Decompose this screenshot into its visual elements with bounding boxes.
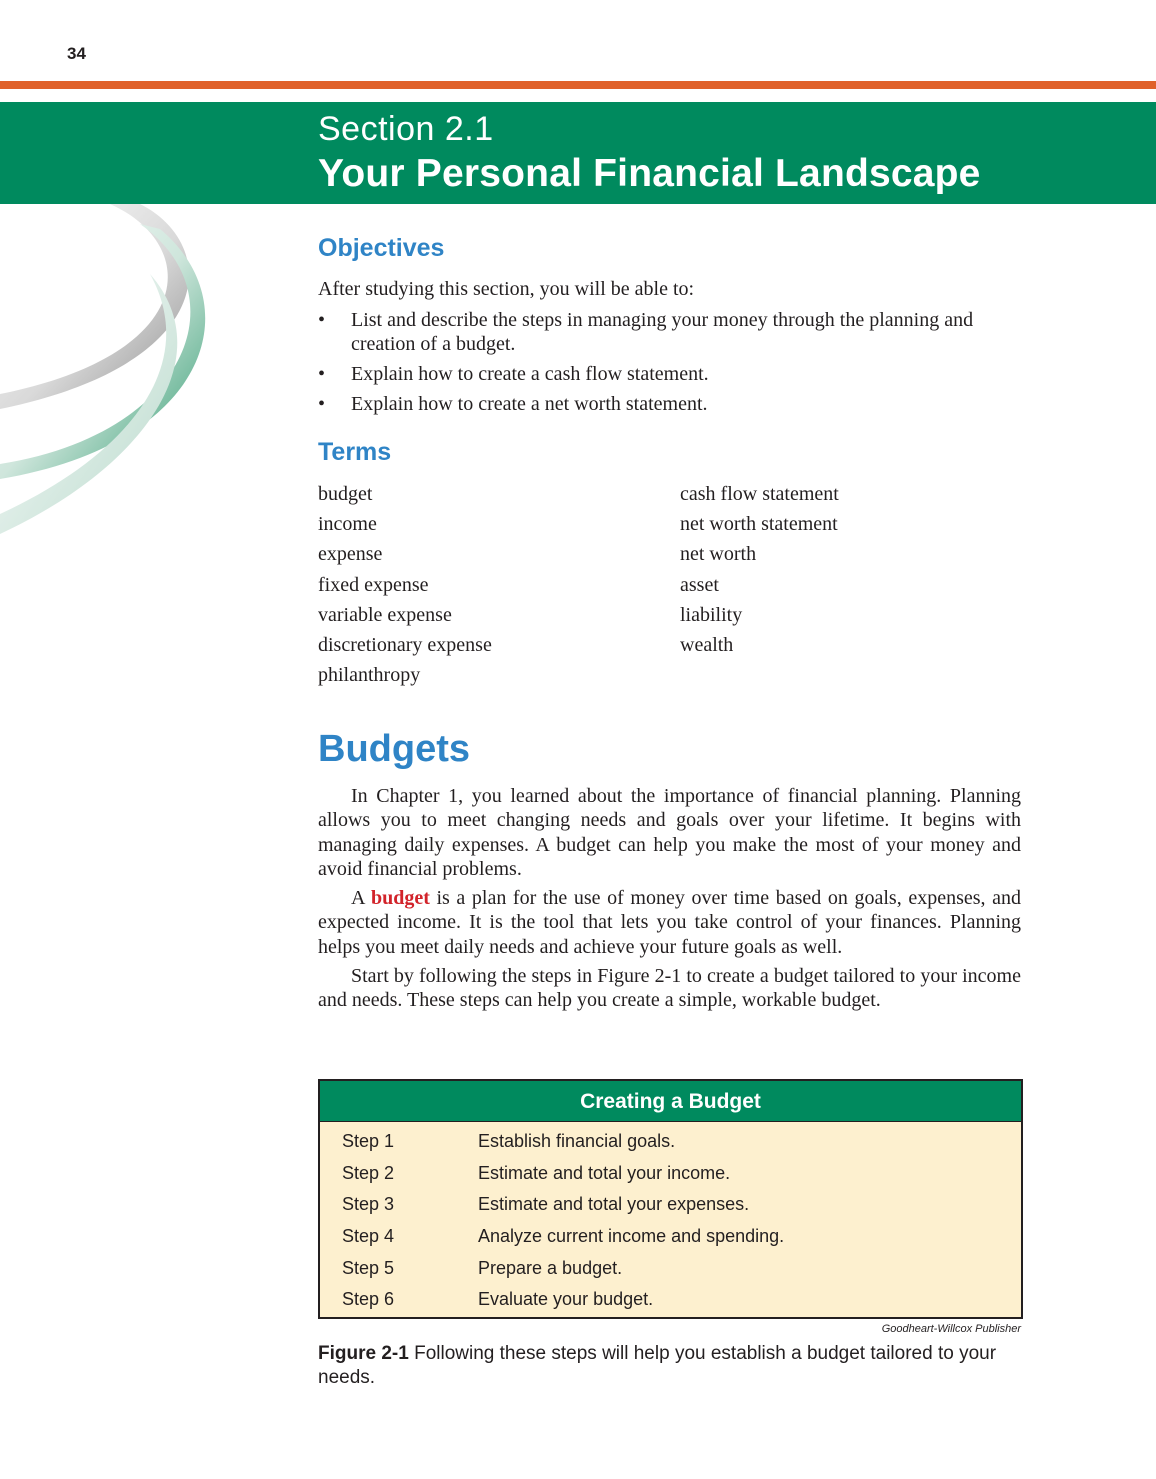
term-item: wealth — [680, 633, 734, 656]
budgets-body — [318, 784, 1021, 1018]
step-label: Step 5 — [342, 1257, 395, 1278]
objective-text: Explain how to create a net worth statement. — [351, 393, 708, 415]
term-item: asset — [680, 573, 719, 596]
table-row — [320, 1185, 1021, 1217]
step-description: Analyze current income and spending. — [478, 1226, 785, 1247]
paragraph-rest: is a plan for the use of money over time based on goals, expenses, and expected income. It is the tool that lets you take control of your finances. Planning helps you meet daily needs and achieve your future goals as well. — [318, 887, 1021, 958]
step-label: Step 6 — [342, 1289, 395, 1310]
budgets-heading: Budgets — [318, 728, 470, 770]
section-banner — [0, 102, 1156, 204]
paragraph-lead: A — [351, 887, 371, 910]
paragraph: In Chapter 1, you learned about the importance of financial planning. Planning allows you to meet changing needs and goals over your lifetime. It begins with managing daily expenses. A budget can help you make the most of your money and avoid financial problems. — [318, 785, 1021, 880]
term-item: net worth statement — [680, 513, 838, 536]
bullet-icon: • — [318, 309, 326, 331]
bullet-icon: • — [318, 363, 326, 385]
list-item — [318, 362, 998, 386]
figure-caption — [318, 1342, 1018, 1390]
decorative-swoosh-graphic — [0, 204, 240, 544]
term-item: expense — [318, 543, 383, 566]
creating-budget-table — [318, 1079, 1023, 1319]
step-label: Step 1 — [342, 1131, 395, 1151]
figure-label: Figure 2-1 — [318, 1343, 409, 1364]
term-item: income — [318, 513, 377, 536]
table-row — [320, 1122, 1021, 1154]
objective-text: List and describe the steps in managing your money through the planning and creation of a budget. — [351, 309, 974, 355]
term-item: cash flow statement — [680, 483, 839, 505]
step-description: Evaluate your budget. — [478, 1289, 654, 1310]
step-label: Step 2 — [342, 1162, 395, 1183]
objectives-heading: Objectives — [318, 234, 445, 262]
section-title: Your Personal Financial Landscape — [318, 152, 981, 195]
list-item — [318, 308, 998, 356]
term-item: variable expense — [318, 603, 452, 626]
section-label: Section 2.1 — [318, 110, 494, 148]
objective-text: Explain how to create a cash flow statement. — [351, 363, 709, 385]
step-label: Step 3 — [342, 1194, 395, 1215]
term-item: liability — [680, 603, 743, 626]
key-term-budget: budget — [370, 887, 430, 910]
figure-credit: Goodheart-Willcox Publisher — [881, 1323, 1021, 1335]
table-row — [320, 1280, 1021, 1312]
term-item: fixed expense — [318, 573, 429, 596]
table-row — [320, 1154, 1021, 1186]
step-description: Establish financial goals. — [478, 1131, 676, 1151]
bullet-icon: • — [318, 393, 326, 415]
paragraph: Start by following the steps in Figure 2-1 to create a budget tailored to your income and needs. These steps can help you create a simple, workable budget. — [318, 965, 1021, 1012]
step-description: Prepare a budget. — [478, 1257, 623, 1278]
table-row — [320, 1249, 1021, 1281]
table-title: Creating a Budget — [320, 1081, 1021, 1122]
terms-left-column — [318, 482, 492, 693]
term-item: budget — [318, 483, 373, 505]
term-item: discretionary expense — [318, 633, 492, 656]
step-description: Estimate and total your income. — [478, 1162, 731, 1183]
step-label: Step 4 — [342, 1226, 395, 1247]
header-orange-rule — [0, 81, 1156, 89]
figure-caption-text: Following these steps will help you establish a budget tailored to your needs. — [318, 1343, 997, 1388]
step-description: Estimate and total your expenses. — [478, 1194, 750, 1215]
term-item: philanthropy — [318, 664, 421, 687]
table-row — [320, 1217, 1021, 1249]
terms-heading: Terms — [318, 438, 392, 466]
terms-right-column — [680, 482, 839, 663]
objectives-intro: After studying this section, you will be able to: — [318, 278, 695, 300]
objectives-list — [318, 308, 998, 422]
page-number: 34 — [67, 44, 86, 63]
list-item — [318, 392, 998, 416]
paragraph — [318, 886, 1021, 959]
term-item: net worth — [680, 543, 757, 566]
